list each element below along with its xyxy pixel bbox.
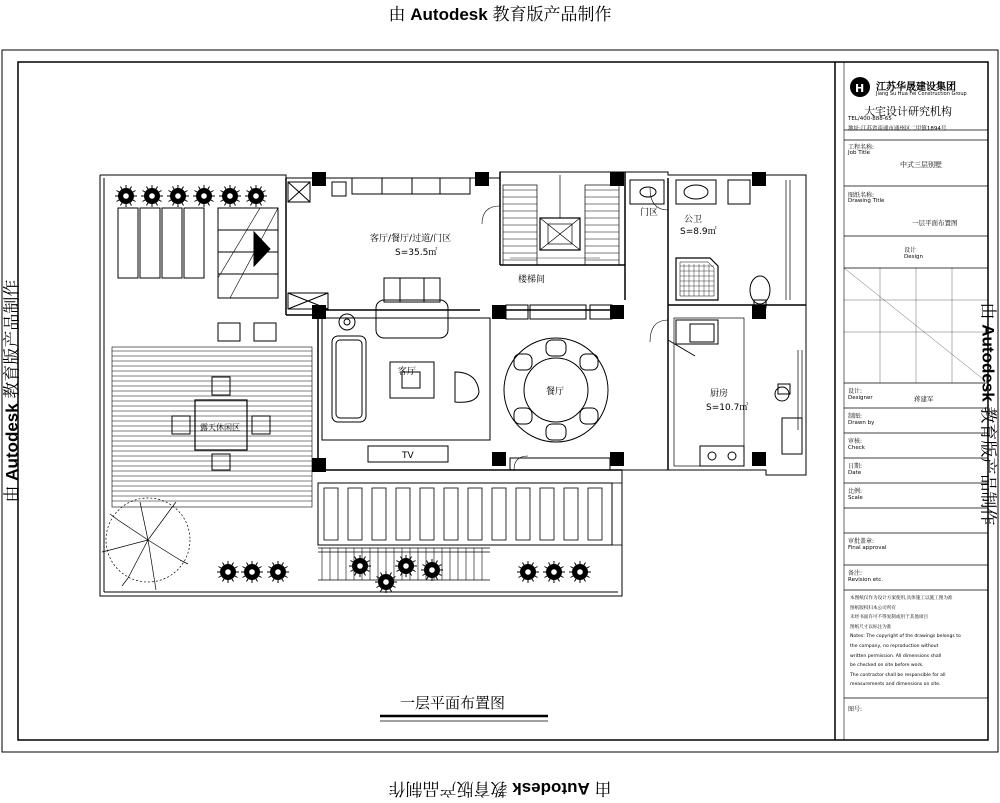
drawing-title: 一层平面布置图: [400, 694, 505, 712]
garden-planters: [118, 208, 278, 341]
shrub-symbol: [569, 561, 591, 583]
shrub-symbol: [245, 185, 267, 207]
drawing-label-en: Drawing Title: [848, 198, 884, 204]
watermark-right: 由 Autodesk 教育版产品制作: [978, 303, 1000, 503]
company-name-en: Jiang Su Hua Fei Construction Group: [876, 91, 967, 97]
note-line: 本图纸仅作为设计方案使用,具体施工以施工图为准: [850, 594, 961, 604]
project-label-en: Job Title: [848, 150, 870, 156]
institute-name: 大宅设计研究机构: [864, 103, 952, 119]
project-value: 中式三层别墅: [900, 160, 942, 170]
notes-block: [850, 594, 961, 690]
designer-label-en: Designer: [848, 395, 873, 401]
note-line: be checked on site before work.: [850, 661, 961, 671]
check-label: 审核:: [848, 436, 862, 445]
drawing-value: 一层平面布置图: [912, 218, 958, 227]
shrub-symbol: [267, 561, 289, 583]
label-living-area: S=35.5㎡: [395, 247, 437, 258]
note-line: The contractor shall be responsible for all: [850, 671, 961, 681]
shrub-symbol: [219, 185, 241, 207]
shrub-symbol: [193, 185, 215, 207]
shrub-symbol: [421, 559, 443, 581]
note-line: measurements and dimensions on site.: [850, 680, 961, 690]
svg-text:H: H: [855, 82, 864, 95]
shrub-symbol: [349, 555, 371, 577]
shrub-symbol: [115, 185, 137, 207]
dining-set: [504, 338, 610, 470]
kitchen-fixtures: [668, 318, 802, 466]
top-cabinets: [288, 178, 612, 319]
drawn-label-en: Drawn by: [848, 420, 874, 426]
label-living-zone: 客厅/餐厅/过道/门区: [370, 232, 451, 244]
tree-symbol: [102, 498, 190, 590]
company-name: 江苏华晟建设集团: [876, 78, 956, 93]
shrub-symbol: [395, 555, 417, 577]
scale-label-en: Scale: [848, 495, 863, 501]
company-address: 地址:江苏省南通市通州区二甲镇1894号: [848, 124, 946, 132]
label-kitchen-area: S=10.7㎡: [706, 402, 748, 413]
company-logo: [850, 77, 870, 97]
label-stair: 楼梯间: [518, 273, 545, 285]
note-line: written permission. All dimensions shall: [850, 652, 961, 662]
label-bathroom: 公卫: [684, 214, 702, 225]
designer-label: 设计:: [848, 386, 862, 395]
watermark-left: 由 Autodesk 教育版产品制作: [0, 303, 23, 503]
company-phone: TEL/400-888-65: [848, 116, 892, 122]
shrub-symbol: [217, 561, 239, 583]
drawing-label: 图纸名称:: [848, 190, 874, 199]
shrub-symbol: [141, 185, 163, 207]
staircase: [503, 175, 619, 265]
scale-label: 比例:: [848, 486, 862, 495]
note-line: Notes: The copyright of the drawings belongs to: [850, 632, 961, 642]
bathroom-fixtures: [630, 180, 770, 308]
note-line: the company, no reproduction without: [850, 642, 961, 652]
remark-label: 备注:: [848, 568, 862, 577]
label-bathroom-area: S=8.9㎡: [680, 226, 717, 237]
design-label-en: Design: [904, 254, 923, 260]
door-swings: [482, 188, 668, 470]
remark-label-en: Revision etc.: [848, 577, 883, 583]
project-label: 工程名称:: [848, 142, 874, 151]
watermark-top: 由 Autodesk 教育版产品制作: [0, 0, 1000, 25]
date-label-en: Date: [848, 470, 861, 476]
designer-value: 蒋建军: [914, 394, 934, 403]
shrub-symbol: [167, 185, 189, 207]
shrub-symbol: [241, 561, 263, 583]
label-kitchen: 厨房: [710, 387, 728, 399]
watermark-bottom: 由 Autodesk 教育版产品制作: [0, 778, 1000, 803]
label-tv: TV: [401, 451, 414, 461]
date-label: 日期:: [848, 461, 862, 470]
note-line: 图纸尺寸以标注为准: [850, 623, 961, 633]
shrub-symbol: [517, 561, 539, 583]
check-label-en: Check: [848, 445, 865, 451]
label-living-room: 客厅: [398, 365, 416, 377]
note-line: 未经书面许可不得复制或用于其他项目: [850, 613, 961, 623]
design-label: 设计: [904, 245, 916, 254]
sheet-no-label: 图号:: [848, 704, 862, 713]
label-dining: 餐厅: [546, 385, 564, 397]
label-terrace: 露天休闲区: [200, 422, 240, 432]
drawn-label: 制图:: [848, 411, 862, 420]
approve-label-en: Final approval: [848, 545, 886, 551]
note-line: 图纸版权归本公司所有: [850, 604, 961, 614]
building-walls: [286, 172, 806, 470]
approve-label: 审批盖章:: [848, 536, 874, 545]
shrub-symbol: [543, 561, 565, 583]
label-door-area: 门区: [640, 206, 658, 218]
